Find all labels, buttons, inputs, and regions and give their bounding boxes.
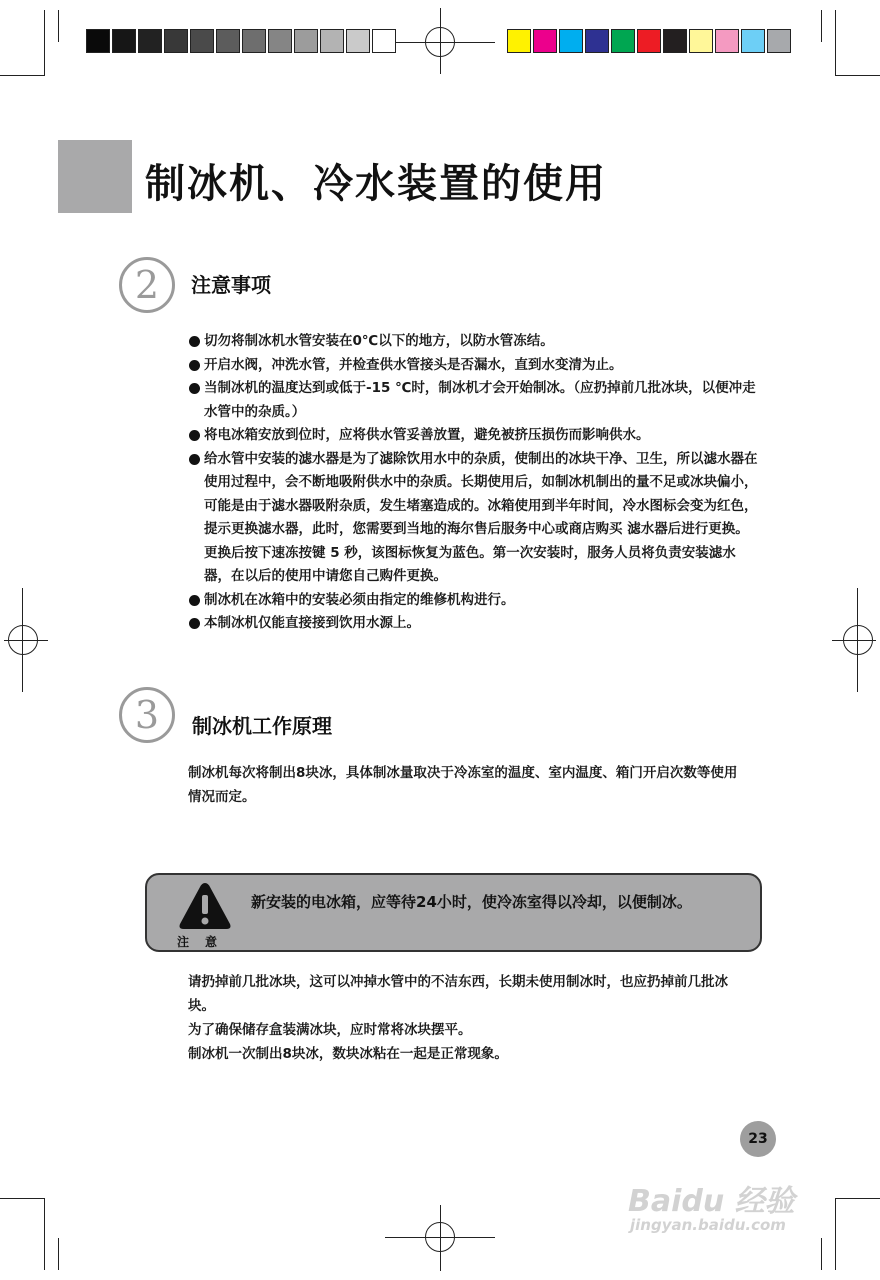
color-swatch: [715, 29, 739, 53]
gray-color-bar: [86, 29, 398, 53]
process-color-bar: [507, 29, 793, 53]
color-swatch: [585, 29, 609, 53]
color-swatch: [320, 29, 344, 53]
page-number: 23: [740, 1121, 776, 1157]
section-number-circle: 3: [119, 687, 175, 743]
note-paragraph: 请扔掉前几批冰块，这可以冲掉水管中的不洁东西，长期未使用制冰时，也应扔掉前几批冰块。: [188, 974, 728, 1014]
section-number-circle: 2: [119, 257, 175, 313]
color-swatch: [689, 29, 713, 53]
color-swatch: [741, 29, 765, 53]
title-accent-block: [58, 140, 132, 213]
color-swatch: [86, 29, 110, 53]
color-swatch: [190, 29, 214, 53]
watermark-url: jingyan.baidu.com: [630, 1216, 786, 1234]
color-swatch: [767, 29, 791, 53]
color-swatch: [346, 29, 370, 53]
warning-icon: [177, 880, 233, 932]
caution-box: [145, 873, 762, 952]
color-swatch: [138, 29, 162, 53]
list-item: 开启水阀，冲洗水管，并检查供水管接头是否漏水，直到水变清为止。: [188, 354, 758, 378]
color-swatch: [533, 29, 557, 53]
list-item: 制冰机在冰箱中的安装必须由指定的维修机构进行。: [188, 589, 758, 613]
color-swatch: [663, 29, 687, 53]
section-heading: 制冰机工作原理: [192, 714, 332, 738]
color-swatch: [164, 29, 188, 53]
color-swatch: [216, 29, 240, 53]
watermark-brand: Baidu 经验: [628, 1184, 795, 1219]
color-swatch: [242, 29, 266, 53]
color-swatch: [559, 29, 583, 53]
note-paragraph: 为了确保储存盒装满冰块，应时常将冰块摆平。: [188, 1022, 472, 1038]
color-swatch: [294, 29, 318, 53]
list-item: 切勿将制冰机水管安装在0℃以下的地方，以防水管冻结。: [188, 330, 758, 354]
section-body: 制冰机每次将制出8块冰，具体制冰量取决于冷冻室的温度、室内温度、箱门开启次数等使用情况而定。: [188, 765, 738, 805]
color-swatch: [611, 29, 635, 53]
precautions-list: [188, 330, 758, 636]
caution-text: 新安装的电冰箱，应等待24小时，使冷冻室得以冷却，以便制冰。: [251, 893, 692, 911]
color-swatch: [268, 29, 292, 53]
color-swatch: [372, 29, 396, 53]
list-item: 将电冰箱安放到位时，应将供水管妥善放置，避免被挤压损伤而影响供水。: [188, 424, 758, 448]
color-swatch: [112, 29, 136, 53]
list-item: 给水管中安装的滤水器是为了滤除饮用水中的杂质，使制出的冰块干净、卫生，所以滤水器在使用过程中，会不断地吸附供水中的杂质。长期使用后，如制冰机制出的量不足或冰块偏小，可能是由于滤水器吸附杂质，发生堵塞造成的。冰箱使用到半年时间，冷水图标会变为红色，提示更换滤水器，此时，您需要到当地的海尔售后服务中心或商店购买 滤水器后进行更换。更换后按下速冻按键 5 秒，该图标恢复为蓝色。第一次安装时，服务人员将负责安装滤水器，在以后的使用中请您自己购件更换。: [188, 448, 758, 589]
section-heading: 注意事项: [191, 273, 271, 297]
notes-block: [188, 970, 743, 1066]
list-item: 当制冰机的温度达到或低于-15 ℃时，制冰机才会开始制冰。（应扔掉前几批冰块，以便冲走水管中的杂质。）: [188, 377, 758, 424]
list-item: 本制冰机仅能直接接到饮用水源上。: [188, 612, 758, 636]
color-swatch: [637, 29, 661, 53]
color-swatch: [507, 29, 531, 53]
page-title: 制冰机、冷水装置的使用: [145, 161, 607, 207]
caution-label: 注意: [177, 935, 234, 949]
note-paragraph: 制冰机一次制出8块冰，数块冰粘在一起是正常现象。: [188, 1046, 508, 1062]
